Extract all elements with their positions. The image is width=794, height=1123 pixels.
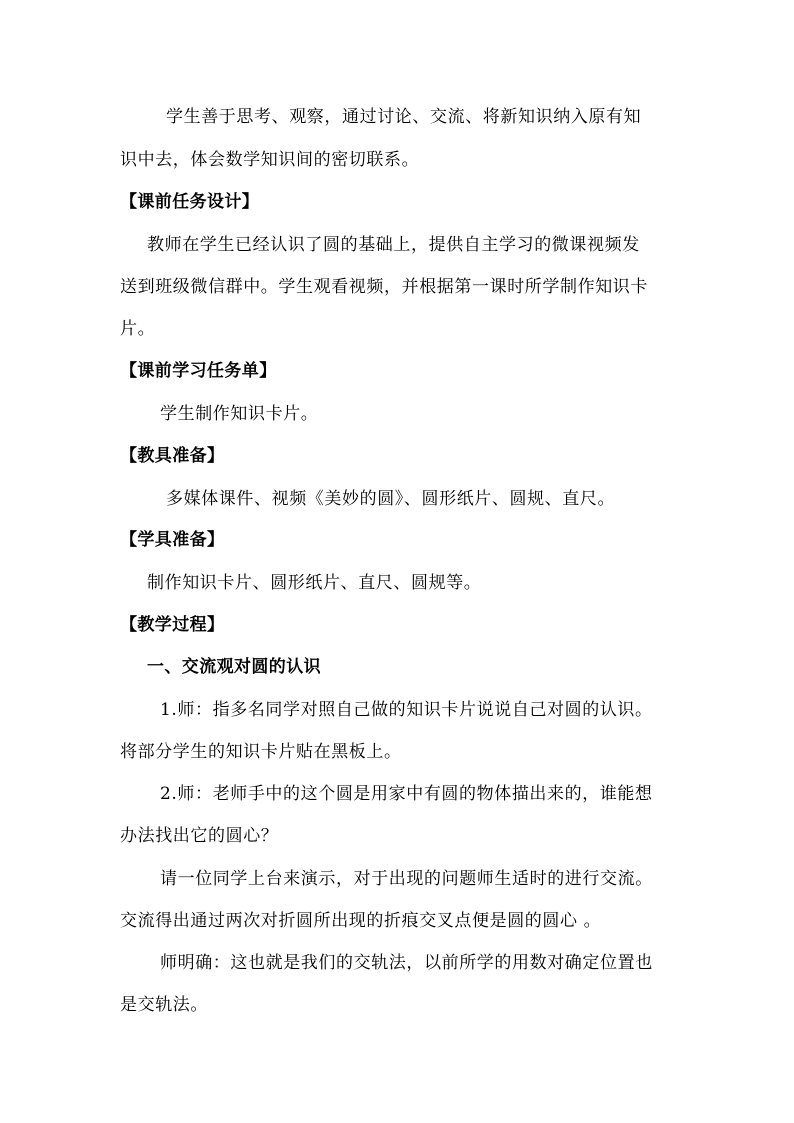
paragraph-clarification-line-1: 师明确：这也就是我们的交轨法，以前所学的用数对确定位置也 [160, 953, 653, 973]
paragraph-task-design-line-1: 教师在学生已经认识了圆的基础上，提供自主学习的微课视频发 [147, 235, 640, 255]
heading-pre-class-task-design: 【课前任务设计】 [120, 192, 260, 212]
paragraph-task-sheet: 学生制作知识卡片。 [160, 404, 319, 424]
paragraph-task-design-line-3: 片。 [120, 319, 156, 339]
paragraph-demonstration-line-1: 请一位同学上台来演示，对于出现的问题师生适时的进行交流。 [160, 869, 653, 889]
paragraph-step-1-line-1: 1.师：指多名同学对照自己做的知识卡片说说自己对圆的认识。 [160, 700, 653, 720]
heading-teaching-process: 【教学过程】 [120, 615, 225, 635]
paragraph-step-2-line-1: 2.师：老师手中的这个圆是用家中有圆的物体描出来的，谁能想 [160, 784, 653, 804]
heading-teaching-aids: 【教具准备】 [120, 446, 225, 466]
heading-section-1: 一、交流观对圆的认识 [147, 657, 321, 677]
paragraph-step-1-line-2: 将部分学生的知识卡片贴在黑板上。 [120, 742, 402, 762]
heading-pre-class-task-sheet: 【课前学习任务单】 [120, 361, 277, 381]
paragraph-student-abilities-line-1: 学生善于思考、观察，通过讨论、交流、将新知识纳入原有知 [166, 107, 642, 127]
paragraph-teaching-aids: 多媒体课件、视频《美妙的圆》、圆形纸片、圆规、直尺。 [166, 489, 616, 509]
paragraph-clarification-line-2: 是交轨法。 [120, 995, 208, 1015]
paragraph-step-2-line-2: 办法找出它的圆心？ [120, 826, 279, 846]
paragraph-student-abilities-line-2: 识中去，体会数学知识间的密切联系。 [120, 150, 420, 170]
heading-learning-aids: 【学具准备】 [120, 530, 225, 550]
paragraph-task-design-line-2: 送到班级微信群中。学生观看视频，并根据第一课时所学制作知识卡 [120, 277, 648, 297]
paragraph-demonstration-line-2: 交流得出通过两次对折圆所出现的折痕交叉点便是圆的圆心 。 [120, 911, 602, 931]
paragraph-learning-aids: 制作知识卡片、圆形纸片、直尺、圆规等。 [147, 573, 482, 593]
